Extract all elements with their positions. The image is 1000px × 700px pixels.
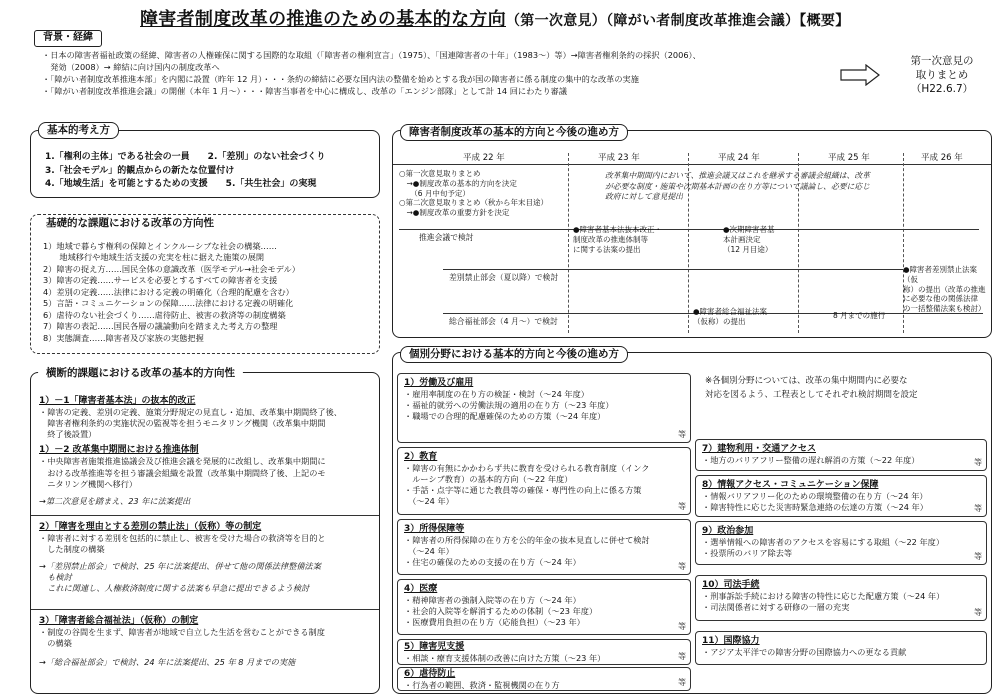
- crosscutting-s1-title: 1）－1「障害者基本法」の抜本的改正: [39, 396, 196, 406]
- field-medical: 4）医療 ・精神障害者の強制入院等の在り方（～24 年） ・社会的入院等を解消するための体制（～23 年度） ・医療費用負担の在り方（応能負担）（～23 年） 等: [397, 579, 691, 635]
- field-building-transport: 7）建物利用・交通アクセス ・地方のバリアフリー整備の遅れ解消の方策（～22 年度） 等: [695, 439, 987, 471]
- page-title: [140, 8, 850, 31]
- fields-box: [392, 352, 992, 694]
- crosscutting-s2-title: 1）－2 改革集中期間における推進体制: [39, 445, 199, 456]
- basic-concept-box: 1.「権利の主体」である社会の一員 2.「差別」のない社会づくり 3.「社会モデル」的観点からの新たな位置付け 4.「地域生活」を可能とするための支援 5.「共生社会」の実現: [30, 130, 380, 198]
- roadmap-header: 障害者制度改革の基本的方向と今後の進め方: [400, 124, 628, 141]
- foundational-box: 1）地域で暮らす権利の保障とインクルーシブな社会の構築…… 地域移行や地域生活支援の充実を柱に据えた施策の展開 2）障害の捉え方……国民全体の意識改革（医学モデル→社会モデル） 3）障害の定義……サービスを必要とするすべての障害者を支援 4）差別の定義……法律における定義の明確化（合理的配慮を含む） 5）言語・コミュニケーションの保障……法律における定義の明確化 6）虐待のない社会づくり……虐待防止、被害の救済等の制度構築 7）障害の表記……国民各層の議論動向を踏まえた考え方の整理 8）実態調査……障害者及び家族の実態把握: [30, 214, 380, 354]
- fields-note: ※各個別分野については、改革の集中期間内に必要な 対応を図るよう、工程表としてそれぞれ検討期間を設定: [705, 376, 918, 400]
- background-line: ・「障がい者制度改革推進本部」を内閣に設置（昨年 12 月）・・・条約の締結に必要な国内法の整備を始めとする我が国の障害者に係る制度の集中的な改革の実施: [42, 73, 639, 84]
- crosscutting-header: 横断的課題における改革の基本的方向性: [38, 366, 243, 381]
- background-line: ・「障がい者制度改革推進会議」の開催（本年 1 月～）・・・障害当事者を中心に構成し、改革の「エンジン部隊」として計 14 回にわたり審議: [42, 85, 568, 96]
- field-abuse-prevention: 6）虐待防止 ・行為者の範囲、救済・監視機関の在り方 等: [397, 667, 691, 691]
- fields-header: 個別分野における基本的方向と今後の進め方: [400, 346, 628, 363]
- foundational-header: 基礎的な課題における改革の方向性: [38, 216, 222, 231]
- background-line: ・日本の障害者福祉政策の経緯、障害者の人権確保に関する国際的な取組（「障害者の権利宣言」（1975）、「国連障害者の十年」（1983～）等）→障害者権利条約の採択（2006）、: [42, 50, 701, 60]
- title-main: 障害者制度改革の推進のための基本的な方向: [140, 9, 506, 30]
- field-judicial: 10）司法手続 ・刑事訴訟手続における障害の特性に応じた配慮方策（～24 年） ・司法関係者に対する研修の一層の充実 等: [695, 575, 987, 621]
- roadmap-note: 改革集中期間内において、推進会議又はこれを継承する審議会組織は、改革 が必要な制度・施策や次期基本計画の在り方等について議論し、必要に応じ 政府に対して意見提出: [605, 171, 870, 202]
- field-labor: 1）労働及び雇用 ・雇用率制度の在り方の検証・検討（～24 年度） ・福祉的就労への労働法規の適用の在り方（～23 年度） ・職場での合理的配慮確保のための方策（～24 年度） 等: [397, 373, 691, 443]
- title-sub: （第一次意見）（障がい者制度改革推進会議）【概要】: [506, 13, 850, 29]
- roadmap-year-axis: 平成 22 年 平成 23 年 平成 24 年 平成 25 年 平成 26 年: [393, 153, 991, 165]
- first-opinion-summary: 第一次意見の 取りまとめ （H22.6.7）: [910, 55, 974, 96]
- field-international: 11）国際協力 ・アジア太平洋での障害分野の国際協力への更なる貢献: [695, 631, 987, 665]
- background-tag: 背景・経緯: [34, 30, 102, 47]
- background-text: [42, 50, 832, 98]
- arrow-right-icon: [840, 64, 880, 86]
- field-political-participation: 9）政治参加 ・選挙情報への障害者のアクセスを容易にする取組（～22 年度） ・投票所のバリア除去等 等: [695, 521, 987, 565]
- roadmap-box: 平成 22 年 平成 23 年 平成 24 年 平成 25 年 平成 26 年 ○第一次意見取りまとめ →●制度改革の基本的方向を決定 （6 月中旬予定） ○第二次意見取りまとめ（秋から年末目途） →●制度改革の重要方針を決定 改革集中期間内において、推進会議又はこれを継承する審議会組織は、改革 が必要な制度・施策や次期基本計画の在り方等について議論し、必要に応じ 政府に対して意見提出 推進会議で検討 ●障害者基本法抜本改正・ 制度改革の推進体制等 に関する法案の提出 ●次期障害者基 本計画決定 （12 月目途） 差別禁止部会（夏以降）で検討 ●障害者差別禁止法案（仮 称）の提出（改革の推進 に必要な他の関係法律 の一括整備法案も検討） 総合福祉部会（4 月～）で検討 ●障害者総合福祉法案 （仮称）の提出 8 月までの施行: [392, 130, 992, 338]
- field-information-access: 8）情報アクセス・コミュニケーション保障 ・情報バリアフリー化のための環境整備の在り方（～24 年） ・障害特性に応じた災害時緊急連絡の伝達の方策（～24 年） 等: [695, 475, 987, 517]
- basic-concept-header: 基本的考え方: [38, 122, 119, 139]
- field-education: 2）教育 ・障害の有無にかかわらず共に教育を受けられる教育制度（インク ルーシブ教育）の基本的方向（～22 年度） ・手話・点字等に通じた教員等の確保・専門性の向上に係る方策 （～24 年） 等: [397, 447, 691, 515]
- crosscutting-s4-title: 3）「障害者総合福祉法」（仮称）の制定: [39, 616, 199, 626]
- crosscutting-box: 1）－1「障害者基本法」の抜本的改正 ・障害の定義、差別の定義、施策分野規定の見直し・追加、改革集中期間終了後、 障害者権利条約の実施状況の監視等を担うモニタリング機関（改革集中期間 終了後設置） 1）－2 改革集中期間における推進体制 ・中央障害者施策推進協議会及び推進会議を発展的に改組し、改革集中期間に おける改革推進等を担う審議会組織を設置（改革集中期間終了後、上記のモ ニタリング機関へ移行） →第二次意見を踏まえ、23 年に法案提出 2）「障害を理由とする差別の禁止法」（仮称）等の制定 ・障害者に対する差別を包括的に禁止し、被害を受けた場合の救済等を目的と した制度の構築 →「差別禁止部会」で検討、25 年に法案提出、併せて他の関係法律整備法案 も検討 これに関連し、人権救済制度に関する法案も早急に提出できるよう検討 3）「障害者総合福祉法」（仮称）の制定 ・制度の谷間を生まず、障害者が地域で自立した生活を営むことができる制度 の構築 →「総合福祉部会」で検討、24 年に法案提出、25 年 8 月までの実施: [30, 372, 380, 694]
- field-income: 3）所得保障等 ・障害者の所得保障の在り方を公的年金の抜本見直しに併せて検討 （～24 年） ・住宅の確保のための支援の在り方（～24 年） 等: [397, 519, 691, 575]
- background-line: 発効（2008）→ 締結に向け国内の制度改革へ: [42, 61, 220, 72]
- field-child-support: 5）障害児支援 ・相談・療育支援体制の改善に向けた方策（～23 年） 等: [397, 639, 691, 665]
- crosscutting-s3-title: 2）「障害を理由とする差別の禁止法」（仮称）等の制定: [39, 522, 262, 532]
